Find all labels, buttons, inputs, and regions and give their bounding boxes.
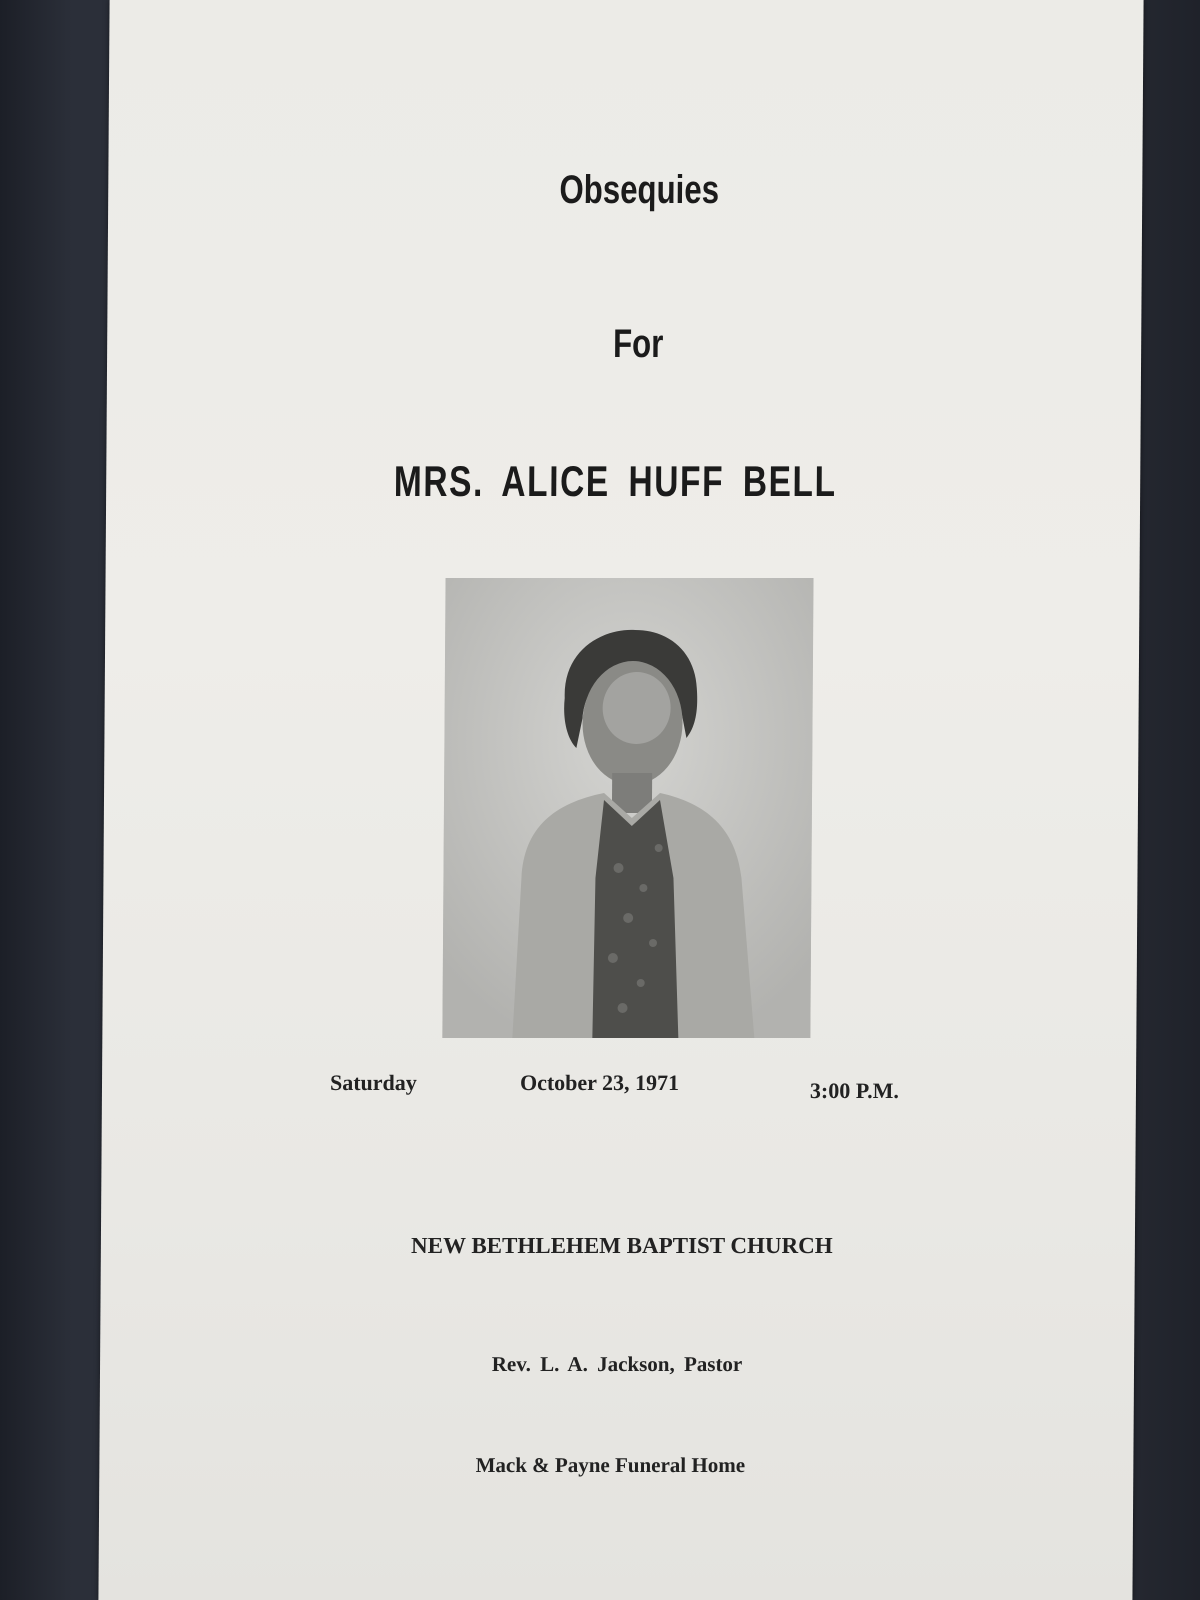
program-for: For [612,322,664,366]
service-date: October 23, 1971 [519,1070,680,1095]
church-name: NEW BETHLEHEM BAPTIST CHURCH [411,1233,833,1258]
portrait-photo-icon [442,578,813,1038]
deceased-name: MRS. ALICE HUFF BELL [393,458,837,506]
program-title: Obsequies [559,168,720,212]
service-day: Saturday [329,1070,417,1095]
service-details [102,1070,1136,1110]
funeral-home: Mack & Payne Funeral Home [475,1453,746,1477]
pastor-name: Rev. L. A. Jackson, Pastor [491,1352,743,1376]
funeral-program-page [98,0,1143,1600]
service-time: 3:00 P.M. [809,1078,900,1103]
portrait-photo [442,578,813,1038]
